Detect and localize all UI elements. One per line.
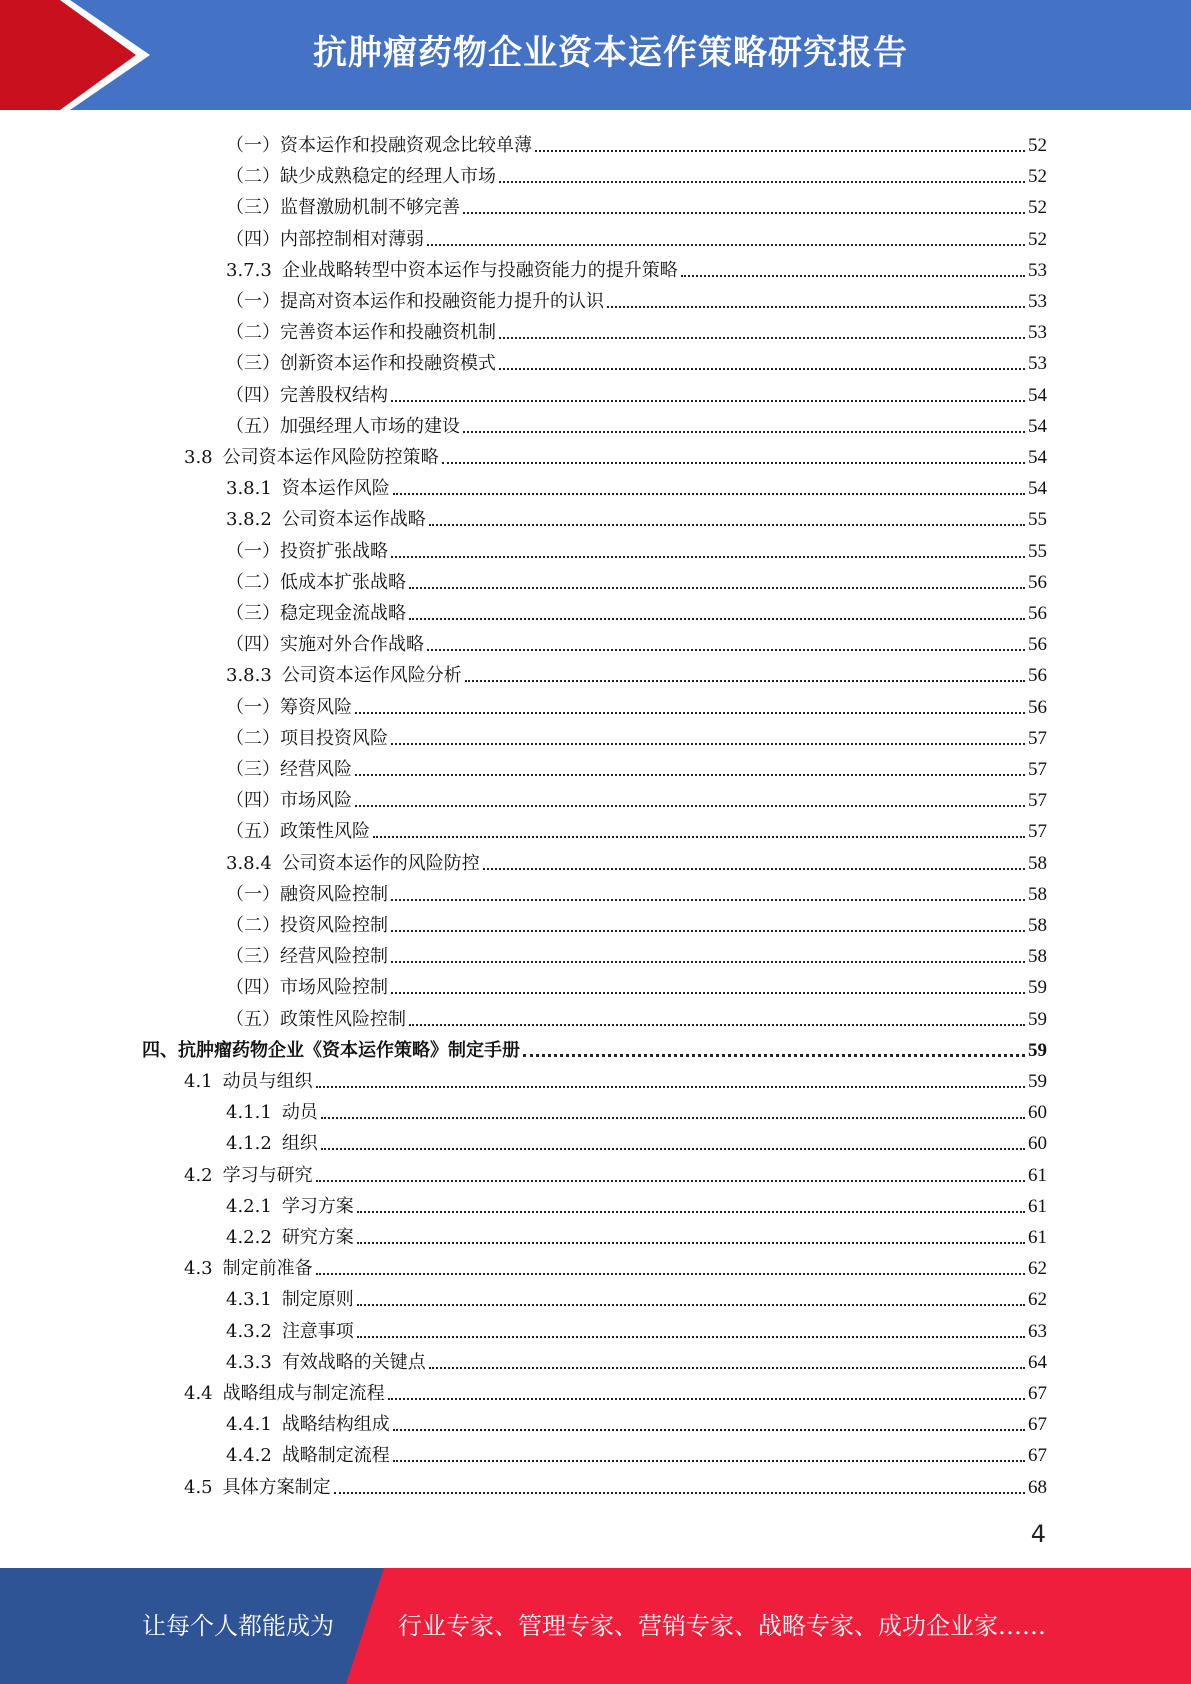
toc-dot-leader — [316, 1086, 1025, 1088]
toc-entry-page: 68 — [1028, 1476, 1047, 1498]
toc-dot-leader — [499, 337, 1025, 339]
toc-entry-title: （四）实施对外合作战略 — [226, 634, 424, 656]
toc-entry — [226, 969, 1047, 1000]
toc-dot-leader — [409, 618, 1025, 620]
toc-entry-page: 58 — [1028, 852, 1047, 874]
page-footer — [0, 1568, 1191, 1684]
toc-dot-leader — [393, 1460, 1025, 1462]
toc-entry-number: 3.8.4 — [226, 852, 272, 874]
toc-entry-title: （三）经营风险 — [226, 759, 352, 780]
toc-dot-leader — [409, 587, 1025, 589]
toc-entry-title: （三）经营风险控制 — [226, 946, 388, 968]
toc-entry-title: 公司资本运作战略 — [281, 509, 426, 531]
toc-entry-page: 57 — [1028, 759, 1047, 780]
toc-entry — [226, 595, 1047, 626]
toc-entry — [184, 1469, 1047, 1500]
toc-dot-leader — [409, 1024, 1025, 1026]
toc-dot-leader — [391, 743, 1025, 745]
toc-dot-leader — [373, 836, 1025, 838]
toc-entry-title: 研究方案 — [281, 1227, 354, 1248]
toc-entry-page: 59 — [1028, 1008, 1047, 1030]
toc-dot-leader — [391, 992, 1025, 994]
toc-entry-title: （一）筹资风险 — [226, 696, 352, 718]
toc-entry-title: 有效战略的关键点 — [281, 1351, 426, 1373]
toc-entry — [184, 1250, 1047, 1281]
toc-entry-title: （三）监督激励机制不够完善 — [226, 197, 460, 219]
toc-entry-title: 公司资本运作的风险防控 — [281, 852, 480, 874]
toc-entry-title: （一）提高对资本运作和投融资能力提升的认识 — [226, 291, 604, 312]
toc-entry-number: 4.2 — [184, 1164, 213, 1186]
toc-entry-title: （二）缺少成熟稳定的经理人市场 — [226, 166, 496, 188]
toc-entry-page: 56 — [1028, 634, 1047, 656]
toc-entry-title: 动员与组织 — [222, 1071, 313, 1092]
toc-entry-number: 4.4 — [184, 1383, 213, 1404]
toc-dot-leader — [463, 212, 1025, 214]
toc-entry-number: 3.8.3 — [226, 665, 272, 687]
toc-dot-leader — [391, 961, 1025, 963]
toc-entry-title: 战略结构组成 — [281, 1414, 390, 1436]
toc-entry-page: 58 — [1028, 946, 1047, 968]
toc-entry — [226, 689, 1047, 720]
toc-entry-page: 55 — [1028, 509, 1047, 531]
toc-entry — [226, 1313, 1047, 1344]
page-header — [0, 0, 1191, 110]
toc-entry-number: 3.8 — [184, 447, 213, 468]
toc-entry-title: 制定前准备 — [222, 1258, 313, 1280]
toc-entry-number: 4.3.2 — [226, 1320, 272, 1342]
toc-entry-title: 学习与研究 — [222, 1164, 313, 1186]
toc-entry-title: （一）资本运作和投融资观念比较单薄 — [226, 135, 532, 156]
toc-entry — [226, 1125, 1047, 1156]
toc-dot-leader — [357, 1336, 1025, 1338]
toc-entry-page: 62 — [1028, 1258, 1047, 1280]
footer-slogan-left: 让每个人都能成为 — [142, 1612, 334, 1640]
toc-entry — [226, 345, 1047, 376]
toc-entry-title: 战略组成与制定流程 — [222, 1383, 385, 1404]
toc-entry-title: 动员 — [281, 1102, 318, 1124]
toc-entry-page: 60 — [1028, 1133, 1047, 1155]
toc-dot-leader — [429, 1367, 1025, 1369]
toc-entry — [226, 314, 1047, 345]
toc-entry-title: 学习方案 — [281, 1195, 354, 1217]
toc-dot-leader — [429, 524, 1025, 526]
toc-entry-number: 4.1.1 — [226, 1102, 272, 1124]
toc-entry-title: （二）投资风险控制 — [226, 915, 388, 936]
toc-entry-title: 制定原则 — [281, 1289, 354, 1311]
toc-entry-number: 4.3 — [184, 1258, 213, 1280]
toc-entry — [226, 845, 1047, 876]
toc-entry-page: 56 — [1028, 603, 1047, 624]
toc-entry-page: 56 — [1028, 696, 1047, 718]
toc-entry — [226, 501, 1047, 532]
toc-dot-leader — [463, 431, 1025, 433]
toc-dot-leader — [465, 680, 1025, 682]
toc-entry-title: （二）项目投资风险 — [226, 727, 388, 749]
toc-entry-title: 公司资本运作风险分析 — [281, 665, 462, 687]
page-number: 4 — [1030, 1520, 1046, 1548]
toc-dot-leader — [499, 181, 1025, 183]
toc-dot-leader — [391, 930, 1025, 932]
toc-entry-page: 54 — [1028, 384, 1047, 406]
toc-dot-leader — [523, 1054, 1025, 1057]
toc-entry-title: 具体方案制定 — [222, 1476, 331, 1498]
toc-dot-leader — [391, 556, 1025, 558]
toc-entry — [226, 907, 1047, 938]
toc-entry-page: 53 — [1028, 322, 1047, 344]
toc-entry-page: 57 — [1028, 727, 1047, 749]
toc-entry-title: （二）完善资本运作和投融资机制 — [226, 322, 496, 344]
toc-dot-leader — [334, 1492, 1025, 1494]
toc-entry-number: 4.1 — [184, 1071, 213, 1092]
toc-entry-page: 58 — [1028, 915, 1047, 936]
toc-entry — [226, 720, 1047, 751]
toc-entry-page: 56 — [1028, 665, 1047, 687]
report-title: 抗肿瘤药物企业资本运作策略研究报告 — [313, 33, 908, 73]
toc-dot-leader — [499, 368, 1025, 370]
footer-slogan-right: 行业专家、管理专家、营销专家、战略专家、成功企业家…… — [398, 1612, 1046, 1640]
toc-entry-number: 3.8.2 — [226, 509, 272, 531]
toc-entry-page: 57 — [1028, 790, 1047, 812]
toc-entry-title: 组织 — [281, 1133, 318, 1155]
toc-entry-number: 3.7.3 — [226, 259, 272, 281]
toc-entry — [226, 1219, 1047, 1250]
toc-entry-page: 52 — [1028, 228, 1047, 250]
toc-entry-page: 59 — [1028, 1039, 1047, 1061]
toc-entry-number: 3.8.1 — [226, 478, 272, 500]
toc-entry-number: 4.5 — [184, 1476, 213, 1498]
toc-entry-number: 4.2.1 — [226, 1195, 272, 1217]
toc-entry — [226, 626, 1047, 657]
toc-entry — [226, 782, 1047, 813]
toc-entry-page: 56 — [1028, 571, 1047, 593]
toc-entry-page: 64 — [1028, 1351, 1047, 1373]
toc-entry-title: （一）融资风险控制 — [226, 883, 388, 905]
toc-dot-leader — [427, 649, 1025, 651]
toc-dot-leader — [681, 275, 1025, 277]
toc-entry — [184, 1375, 1047, 1406]
toc-entry-title: （三）稳定现金流战略 — [226, 603, 406, 624]
toc-entry — [226, 1344, 1047, 1375]
toc-entry — [184, 1063, 1047, 1094]
toc-entry-title: 四、抗肿瘤药物企业《资本运作策略》制定手册 — [142, 1039, 520, 1061]
toc-entry-page: 52 — [1028, 135, 1047, 156]
toc-dot-leader — [427, 244, 1025, 246]
toc-entry-page: 54 — [1028, 478, 1047, 500]
toc-entry — [226, 127, 1047, 158]
toc-entry-title: （四）完善股权结构 — [226, 384, 388, 406]
toc-entry-page: 54 — [1028, 415, 1047, 437]
toc-entry — [226, 1001, 1047, 1032]
toc-entry — [226, 1094, 1047, 1125]
toc-entry-number: 4.4.1 — [226, 1414, 272, 1436]
toc-entry-number: 4.2.2 — [226, 1227, 272, 1248]
toc-entry — [226, 938, 1047, 969]
toc-entry — [226, 221, 1047, 252]
toc-entry-title: （四）市场风险控制 — [226, 977, 388, 999]
toc-entry-title: （一）投资扩张战略 — [226, 540, 388, 562]
toc-dot-leader — [483, 868, 1025, 870]
toc-entry-page: 62 — [1028, 1289, 1047, 1311]
toc-dot-leader — [442, 462, 1025, 464]
toc-entry — [226, 813, 1047, 844]
toc-entry-title: 资本运作风险 — [281, 478, 390, 500]
toc-entry-number: 4.1.2 — [226, 1133, 272, 1155]
toc-entry — [226, 751, 1047, 782]
toc-entry — [184, 1157, 1047, 1188]
toc-entry-page: 55 — [1028, 540, 1047, 562]
toc-dot-leader — [316, 1180, 1025, 1182]
toc-entry-page: 60 — [1028, 1102, 1047, 1124]
toc-entry-title: （四）内部控制相对薄弱 — [226, 228, 424, 250]
toc-entry — [226, 1437, 1047, 1468]
toc-entry-page: 67 — [1028, 1383, 1047, 1404]
toc-dot-leader — [355, 774, 1025, 776]
toc-entry-page: 58 — [1028, 883, 1047, 905]
toc-dot-leader — [391, 400, 1025, 402]
toc-dot-leader — [388, 1398, 1025, 1400]
toc-entry-page: 67 — [1028, 1414, 1047, 1436]
toc-entry-title: 注意事项 — [281, 1320, 354, 1342]
toc-entry — [226, 1188, 1047, 1219]
toc-entry-page: 53 — [1028, 353, 1047, 375]
toc-entry-page: 53 — [1028, 291, 1047, 312]
toc-entry-title: （四）市场风险 — [226, 790, 352, 812]
toc-entry-title: （五）政策性风险控制 — [226, 1008, 406, 1030]
toc-entry — [226, 876, 1047, 907]
toc-entry-page: 63 — [1028, 1320, 1047, 1342]
toc-entry-title: 战略制定流程 — [281, 1445, 390, 1467]
toc-entry — [226, 533, 1047, 564]
toc-entry-page: 67 — [1028, 1445, 1047, 1467]
toc-entry-number: 4.3.3 — [226, 1351, 272, 1373]
toc-entry-page: 61 — [1028, 1227, 1047, 1248]
toc-entry-page: 59 — [1028, 1071, 1047, 1092]
toc-entry-number: 4.4.2 — [226, 1445, 272, 1467]
toc-dot-leader — [393, 493, 1025, 495]
toc-entry — [226, 1406, 1047, 1437]
toc-entry — [142, 1032, 1047, 1063]
toc-entry-title: （三）创新资本运作和投融资模式 — [226, 353, 496, 375]
toc-entry-page: 59 — [1028, 977, 1047, 999]
toc-dot-leader — [357, 1211, 1025, 1213]
toc-entry — [226, 377, 1047, 408]
toc-dot-leader — [321, 1148, 1025, 1150]
toc-dot-leader — [393, 1429, 1025, 1431]
toc-entry-page: 61 — [1028, 1164, 1047, 1186]
toc-entry — [226, 283, 1047, 314]
toc-dot-leader — [357, 1242, 1025, 1244]
toc-entry-page: 52 — [1028, 197, 1047, 219]
toc-entry-title: （二）低成本扩张战略 — [226, 571, 406, 593]
toc-dot-leader — [316, 1273, 1025, 1275]
toc-entry-title: （五）政策性风险 — [226, 821, 370, 843]
toc-entry — [226, 158, 1047, 189]
toc-entry-page: 52 — [1028, 166, 1047, 188]
toc-entry-page: 61 — [1028, 1195, 1047, 1217]
toc-entry — [226, 189, 1047, 220]
toc-entry-number: 4.3.1 — [226, 1289, 272, 1311]
toc-dot-leader — [391, 899, 1025, 901]
toc-entry-title: （五）加强经理人市场的建设 — [226, 415, 460, 437]
toc-dot-leader — [607, 306, 1025, 308]
toc-dot-leader — [355, 805, 1025, 807]
toc-entry-title: 公司资本运作风险防控策略 — [222, 447, 439, 468]
toc-entry — [226, 252, 1047, 283]
toc-entry — [226, 470, 1047, 501]
toc-entry — [184, 439, 1047, 470]
toc-entry-title: 企业战略转型中资本运作与投融资能力的提升策略 — [281, 259, 678, 281]
toc-entry — [226, 1281, 1047, 1312]
toc-dot-leader — [355, 712, 1025, 714]
toc-dot-leader — [321, 1117, 1025, 1119]
toc-dot-leader — [357, 1304, 1025, 1306]
toc-entry-page: 53 — [1028, 259, 1047, 281]
toc-entry — [226, 657, 1047, 688]
toc-entry-page: 54 — [1028, 447, 1047, 468]
toc-entry-page: 57 — [1028, 821, 1047, 843]
toc-entry — [226, 564, 1047, 595]
toc-dot-leader — [535, 150, 1025, 152]
toc-entry — [226, 408, 1047, 439]
